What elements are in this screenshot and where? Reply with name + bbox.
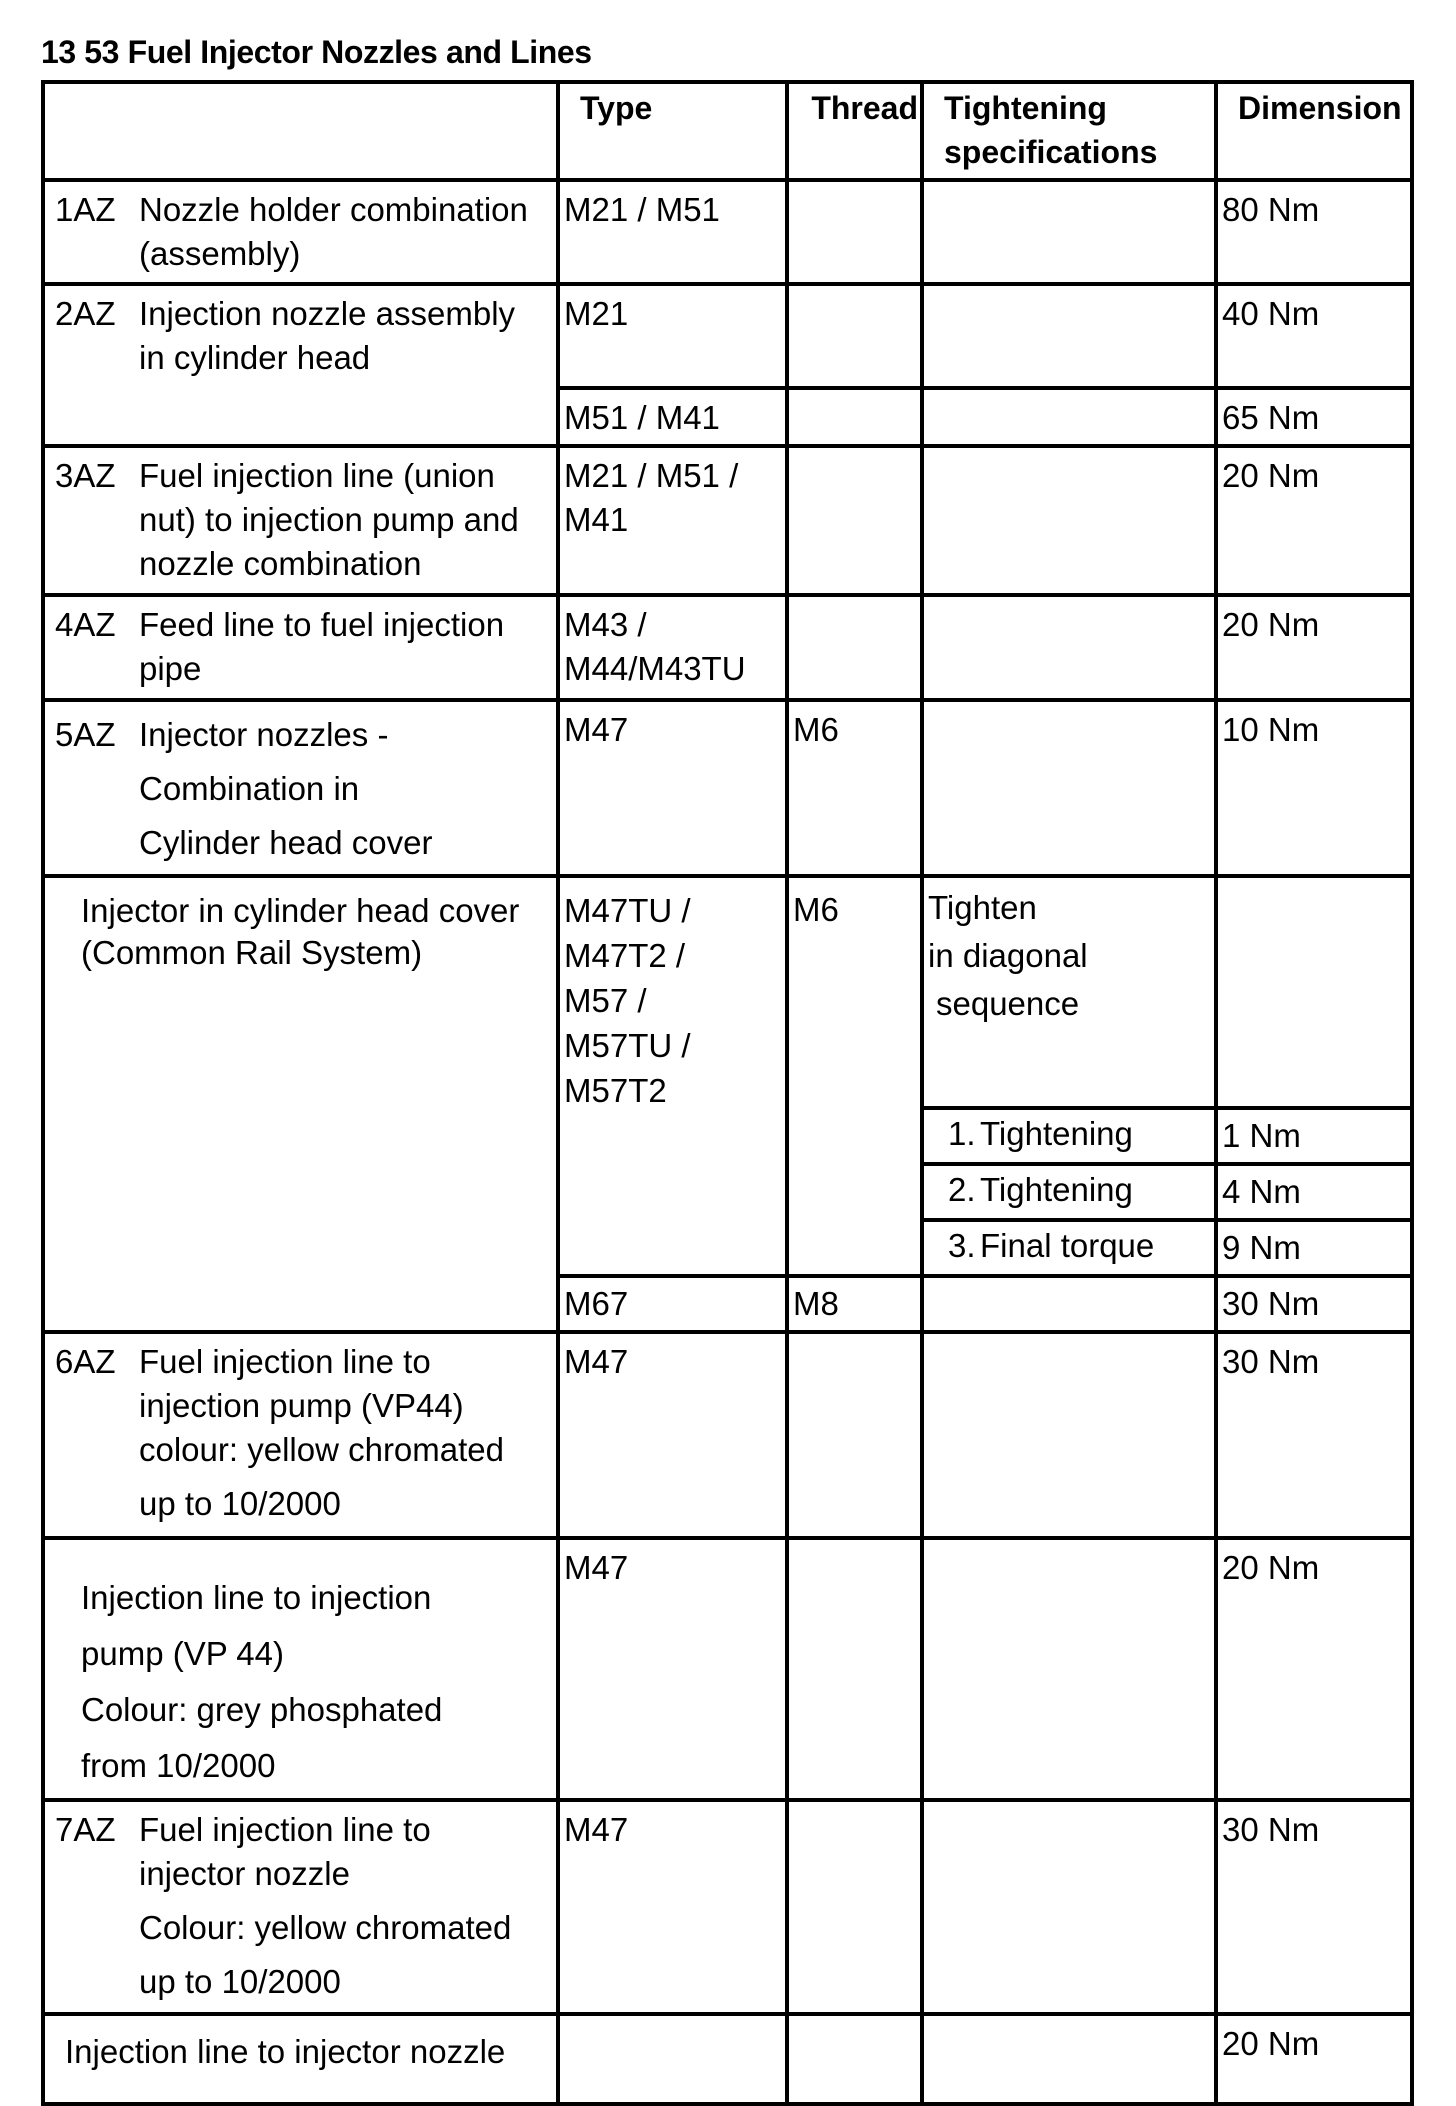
tightening-cell: [922, 2014, 1216, 2104]
desc-line: pump (VP 44): [81, 1635, 284, 1672]
step-number: 1.: [948, 1115, 976, 1152]
dimension-cell: 30 Nm: [1216, 1800, 1412, 2014]
type-line: M57 /: [564, 982, 647, 1019]
row-description: [43, 1538, 558, 1800]
note-line: sequence: [936, 985, 1080, 1022]
thread-cell: M8: [787, 1276, 922, 1332]
step-label: Tightening: [980, 1171, 1133, 1208]
row-description: [43, 1332, 558, 1538]
dimension-cell: 20 Nm: [1216, 1538, 1412, 1800]
type-line: M57TU /: [564, 1027, 691, 1064]
desc-line: up to 10/2000: [139, 1485, 341, 1522]
header-dimension: Dimension: [1216, 82, 1412, 180]
dimension-cell: 20 Nm: [1216, 2014, 1412, 2104]
table-row: [43, 1332, 1412, 1538]
row-code: 6AZ: [55, 1343, 116, 1380]
tightening-note: [922, 876, 1216, 1108]
tightening-cell: [922, 284, 1216, 388]
thread-cell: M6: [787, 876, 922, 1276]
tightening-cell: [922, 446, 1216, 595]
header-type: Type: [558, 82, 787, 180]
thread-cell: [787, 180, 922, 284]
desc-line: injection pump (VP44): [139, 1387, 464, 1424]
type-cell: M47: [558, 1538, 787, 1800]
table-row: [43, 1538, 1412, 1800]
step-number: 3.: [948, 1227, 976, 1264]
row-description: [43, 876, 558, 1332]
row-description: [43, 284, 558, 446]
step-number: 2.: [948, 1171, 976, 1208]
dimension-cell: 30 Nm: [1216, 1332, 1412, 1538]
row-description: [43, 2014, 558, 2104]
thread-cell: [787, 1538, 922, 1800]
row-desc-text: [139, 708, 539, 870]
desc-line: Injector nozzles -: [139, 716, 389, 753]
row-desc-text: [49, 1570, 541, 1794]
dimension-cell: 80 Nm: [1216, 180, 1412, 284]
row-description: [43, 700, 558, 876]
type-cell: M51 / M41: [558, 388, 787, 446]
dimension-cell: 40 Nm: [1216, 284, 1412, 388]
type-cell: M21 / M51: [558, 180, 787, 284]
thread-cell: M6: [787, 700, 922, 876]
table-row: [43, 2014, 1412, 2104]
tightening-cell: [922, 595, 1216, 700]
type-line: M47TU /: [564, 892, 691, 929]
desc-line: Cylinder head cover: [139, 824, 433, 861]
type-cell: M67: [558, 1276, 787, 1332]
row-desc-text: Fuel injection line (union nut) to injection pump and nozzle combination: [139, 457, 519, 582]
tightening-cell: [922, 1800, 1216, 2014]
row-desc-text: Injection nozzle assembly in cylinder head: [139, 295, 516, 376]
row-desc-text: Feed line to fuel injection pipe: [139, 606, 505, 687]
thread-cell: [787, 1332, 922, 1538]
note-line: in diagonal: [928, 937, 1088, 974]
desc-line: Fuel injection line to: [139, 1343, 431, 1380]
dimension-cell: [1216, 876, 1412, 1108]
desc-line: from 10/2000: [81, 1747, 276, 1784]
dimension-cell: 20 Nm: [1216, 446, 1412, 595]
table-row: [43, 876, 1412, 1108]
tightening-step: [922, 1220, 1216, 1276]
tightening-cell: [922, 1538, 1216, 1800]
row-code: 4AZ: [55, 606, 116, 643]
tightening-cell: [922, 388, 1216, 446]
thread-cell: [787, 388, 922, 446]
table-row: [43, 446, 1412, 595]
table-row: [43, 700, 1412, 876]
table-row: [43, 180, 1412, 284]
step-label: Tightening: [980, 1115, 1133, 1152]
row-description: [43, 180, 558, 284]
row-code: 5AZ: [55, 716, 116, 753]
dimension-cell: 30 Nm: [1216, 1276, 1412, 1332]
thread-cell: [787, 446, 922, 595]
dimension-cell: 65 Nm: [1216, 388, 1412, 446]
row-desc-text: [139, 1808, 539, 2004]
tightening-cell: [922, 1276, 1216, 1332]
torque-spec-table: [41, 80, 1414, 2106]
step-label: Final torque: [980, 1227, 1155, 1264]
row-desc-text: Nozzle holder combination (assembly): [139, 191, 528, 272]
desc-line: Fuel injection line to: [139, 1811, 431, 1848]
type-cell: M21: [558, 284, 787, 388]
dimension-cell: 1 Nm: [1216, 1108, 1412, 1164]
header-blank-cell: [43, 82, 558, 180]
desc-line: Injection line to injection: [81, 1579, 432, 1616]
row-desc-text: [139, 1340, 539, 1526]
desc-line: colour: yellow chromated: [139, 1431, 504, 1468]
type-cell: M43 / M44/M43TU: [558, 595, 787, 700]
desc-line: Combination in: [139, 770, 360, 807]
row-desc-text: Injector in cylinder head cover (Common Rail System): [81, 892, 520, 971]
type-cell: M47: [558, 1800, 787, 2014]
row-code: 1AZ: [55, 191, 116, 228]
type-line: M57T2: [564, 1072, 667, 1109]
type-cell: [558, 2014, 787, 2104]
desc-line: Colour: grey phosphated: [81, 1691, 443, 1728]
thread-cell: [787, 1800, 922, 2014]
row-description: [43, 595, 558, 700]
tightening-cell: [922, 180, 1216, 284]
tightening-cell: [922, 1332, 1216, 1538]
type-cell: M47: [558, 1332, 787, 1538]
table-row: [43, 595, 1412, 700]
desc-line: up to 10/2000: [139, 1963, 341, 2000]
page-title: 13 53 Fuel Injector Nozzles and Lines: [41, 34, 592, 70]
dimension-cell: 10 Nm: [1216, 700, 1412, 876]
row-description: [43, 446, 558, 595]
tightening-step: [922, 1108, 1216, 1164]
type-line: M47T2 /: [564, 937, 686, 974]
type-cell: M21 / M51 / M41: [558, 446, 787, 595]
table-row: [43, 1800, 1412, 2014]
tightening-step: [922, 1164, 1216, 1220]
thread-cell: [787, 2014, 922, 2104]
desc-line: Colour: yellow chromated: [139, 1909, 512, 1946]
row-code: 3AZ: [55, 457, 116, 494]
dimension-cell: 4 Nm: [1216, 1164, 1412, 1220]
row-code: 7AZ: [55, 1811, 116, 1848]
row-description: [43, 1800, 558, 2014]
row-code: 2AZ: [55, 295, 116, 332]
header-tightening: Tightening specifications: [922, 82, 1216, 180]
type-cell: [558, 876, 787, 1276]
dimension-cell: 20 Nm: [1216, 595, 1412, 700]
header-thread: Thread: [787, 82, 922, 180]
note-line: Tighten: [928, 889, 1037, 926]
thread-cell: [787, 284, 922, 388]
tightening-cell: [922, 700, 1216, 876]
type-cell: M47: [558, 700, 787, 876]
dimension-cell: 9 Nm: [1216, 1220, 1412, 1276]
table-row: [43, 284, 1412, 388]
table-header-row: [43, 82, 1412, 180]
thread-cell: [787, 595, 922, 700]
desc-line: injector nozzle: [139, 1855, 350, 1892]
row-desc-text: Injection line to injector nozzle: [65, 2033, 506, 2070]
